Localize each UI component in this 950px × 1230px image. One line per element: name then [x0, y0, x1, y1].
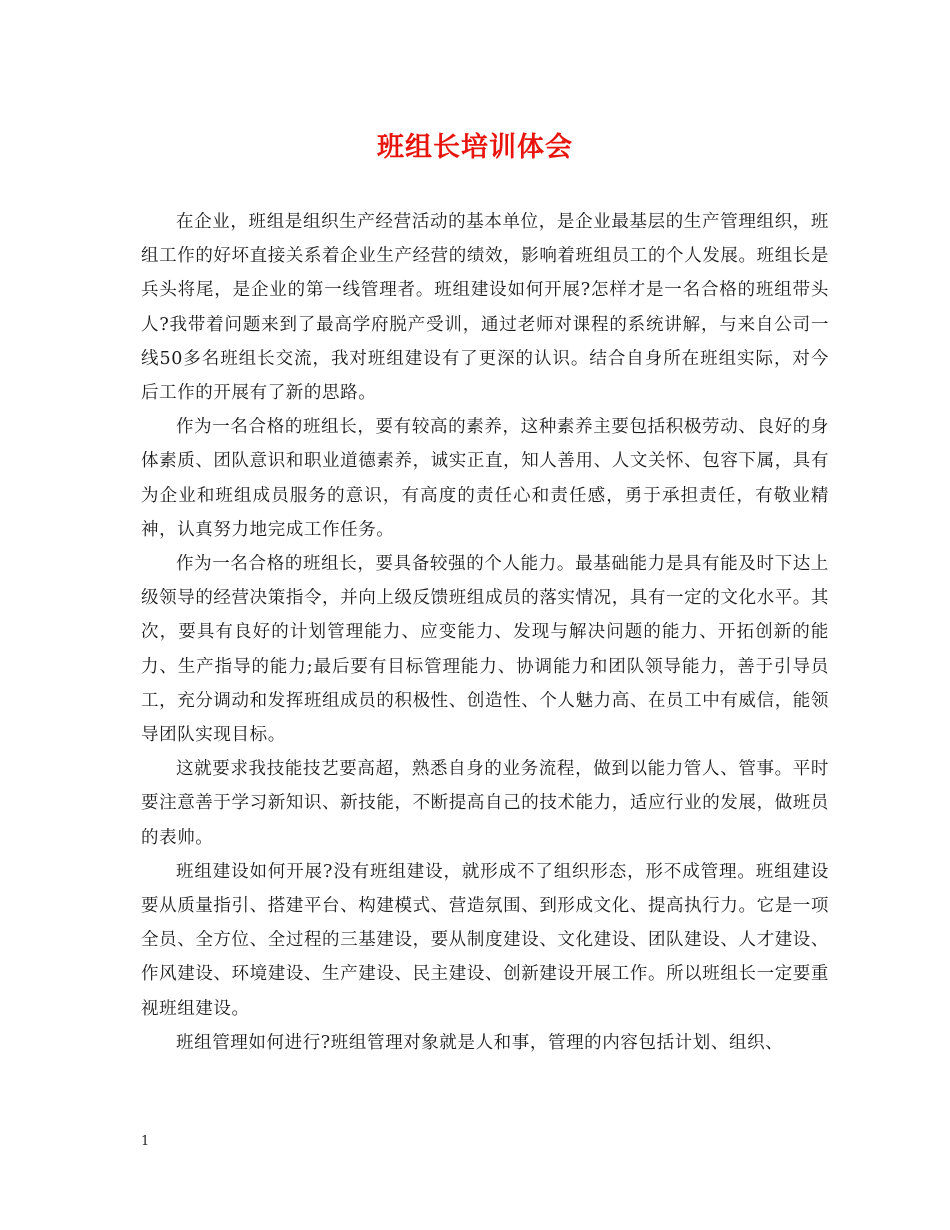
- paragraph: 班组管理如何进行?班组管理对象就是人和事，管理的内容包括计划、组织、: [176, 1032, 784, 1053]
- paragraph: 作为一名合格的班组长，要具备较强的个人能力。最基础能力是具有能及时下达上级领导的经营决策指令，并向上级反馈班组成员的落实情况，具有一定的文化水平。其次，要具有良好的计划管理能力、应变能力、发现与解决问题的能力、开拓创新的能力、生产指导的能力;最后要有目标管理能力、协调能力和团队领导能力，善于引导员工，充分调动和发挥班组成员的积极性、创造性、个人魅力高、在员工中有威信，能领导团队实现目标。: [141, 554, 829, 746]
- paragraph: 这就要求我技能技艺要高超，熟悉自身的业务流程，做到以能力管人、管事。平时要注意善于学习新知识、新技能，不断提高自己的技术能力，适应行业的发展，做班员的表帅。: [141, 759, 829, 848]
- document-title: 班组长培训体会: [377, 132, 573, 163]
- document-body: [141, 205, 829, 1060]
- page-number: 1: [141, 1134, 150, 1149]
- paragraph: 在企业，班组是组织生产经营活动的基本单位，是企业最基层的生产管理组织，班组工作的好坏直接关系着企业生产经营的绩效，影响着班组员工的个人发展。班组长是兵头将尾，是企业的第一线管理者。班组建设如何开展?怎样才是一名合格的班组带头人?我带着问题来到了最高学府脱产受训，通过老师对课程的系统讲解，与来自公司一线50多名班组长交流，我对班组建设有了更深的认识。结合自身所在班组实际，对今后工作的开展有了新的思路。: [141, 212, 829, 404]
- paragraph: 作为一名合格的班组长，要有较高的素养，这种素养主要包括积极劳动、良好的身体素质、团队意识和职业道德素养，诚实正直，知人善用、人文关怀、包容下属，具有为企业和班组成员服务的意识，有高度的责任心和责任感，勇于承担责任，有敬业精神，认真努力地完成工作任务。: [141, 417, 829, 540]
- paragraph: 班组建设如何开展?没有班组建设，就形成不了组织形态，形不成管理。班组建设要从质量指引、搭建平台、构建模式、营造氛围、到形成文化、提高执行力。它是一项全员、全方位、全过程的三基建设，要从制度建设、文化建设、团队建设、人才建设、作风建设、环境建设、生产建设、民主建设、创新建设开展工作。所以班组长一定要重视班组建设。: [141, 861, 829, 1019]
